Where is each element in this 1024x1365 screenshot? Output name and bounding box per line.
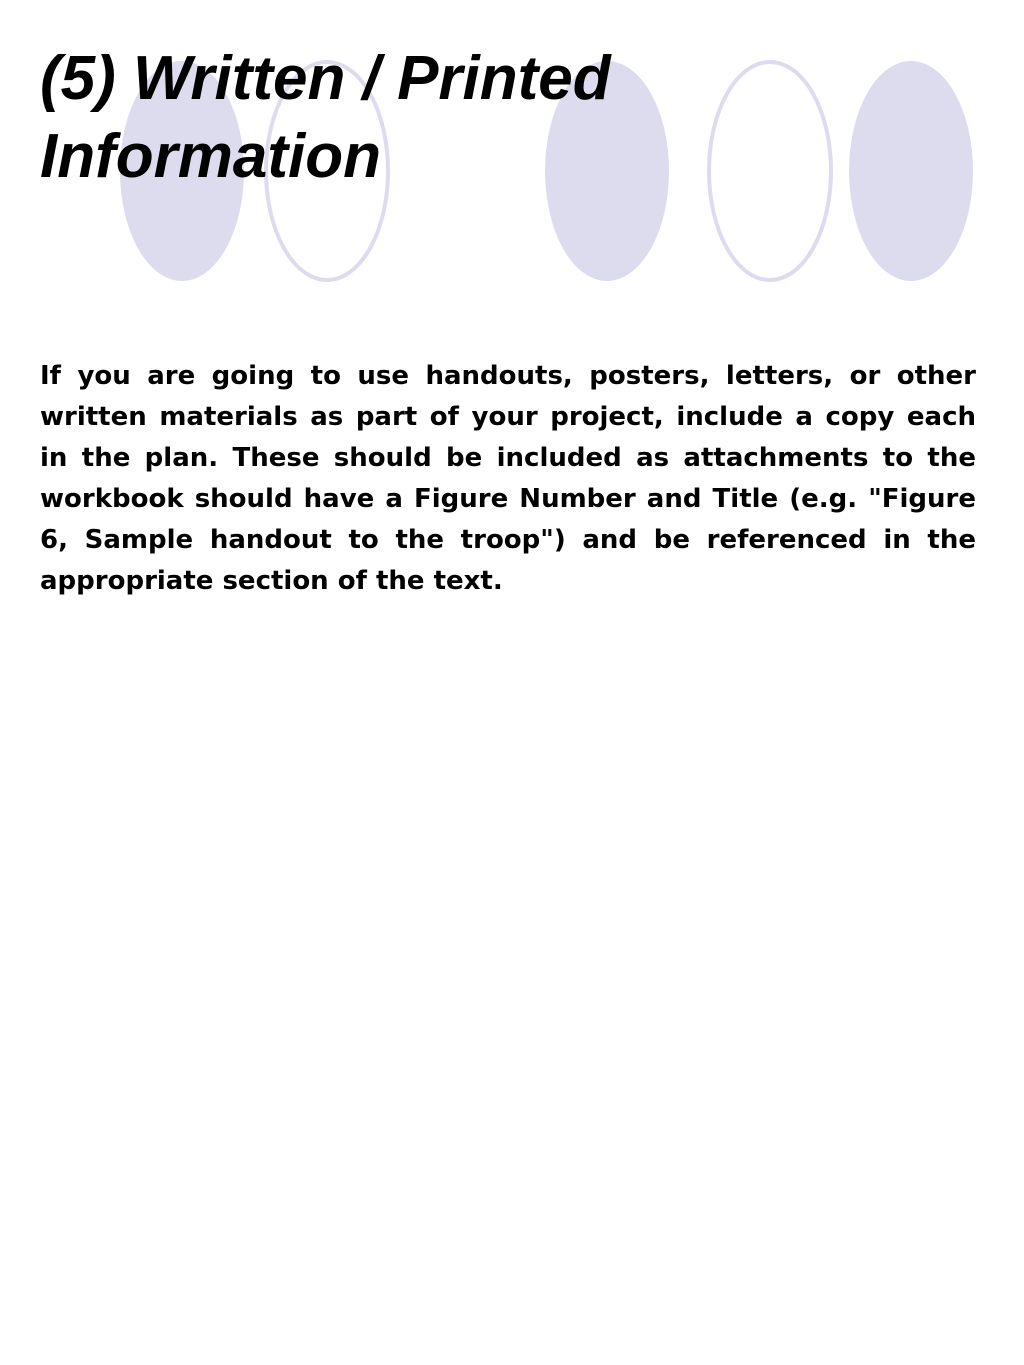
slide-title bbox=[40, 40, 740, 196]
slide-title-line-1: (5) Written / Printed bbox=[40, 44, 611, 113]
slide-title-line-2: Information bbox=[40, 122, 381, 191]
slide-body-text: If you are going to use handouts, posters, letters, or other written materials as part of your project, include a copy each in the plan. These should be included as attachments to the workbook should have a Figure Number and Title (e.g. "Figure 6, Sample handout to the troop") and be referenced in the appropriate section of the text. bbox=[40, 361, 976, 596]
filled-ellipse-3 bbox=[849, 61, 973, 281]
